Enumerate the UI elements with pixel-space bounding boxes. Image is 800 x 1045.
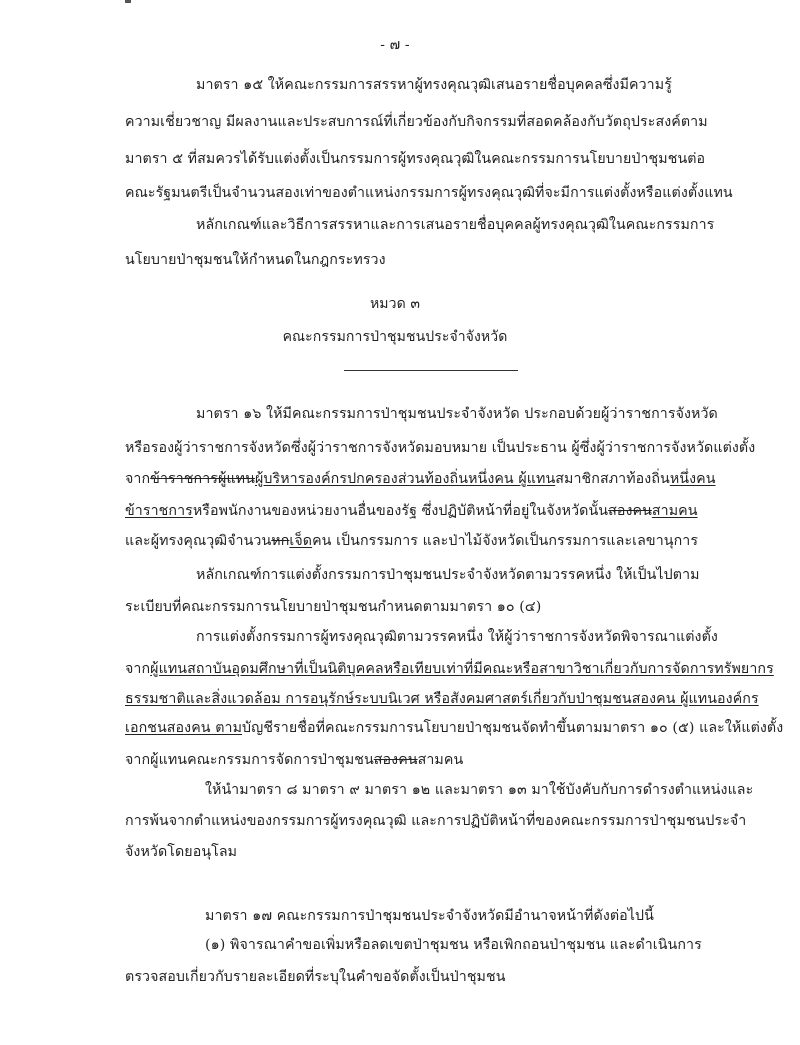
body-text: จาก: [125, 661, 151, 677]
section16-line-12: [125, 751, 463, 769]
deleted-text: หก: [271, 533, 290, 549]
amended-text: จาก: [125, 471, 151, 487]
section16-line-10: ธรรมชาติและสิ่งแวดล้อม การอนุรักษ์ระบบนิเวศ หรือสังคมศาสตร์เกี่ยวกับป่าชุมชนสองคน ผู้แทนองค์กร: [125, 691, 759, 707]
amended-text: หนึ่งคน: [669, 471, 716, 487]
body-text: สมาชิกสภาท้องถิ่น: [555, 471, 670, 487]
section16-line-4: [125, 502, 698, 520]
deleted-text: ข้าราชการผู้แทน: [150, 471, 255, 487]
section16-line-8: การแต่งตั้งกรรมการผู้ทรงคุณวุฒิตามวรรคหนึ่ง ให้ผู้ว่าราชการจังหวัดพิจารณาแต่งตั้ง: [196, 629, 718, 645]
amended-text: เอกชนสองคน ตาม: [125, 720, 243, 736]
section15-line-1: มาตรา ๑๕ ให้คณะกรรมการสรรหาผู้ทรงคุณวุฒิเสนอรายชื่อบุคคลซึ่งมีความรู้: [196, 77, 672, 93]
section15-line-2: ความเชี่ยวชาญ มีผลงานและประสบการณ์ที่เกี่ยวข้องกับกิจกรรมที่สอดคล้องกับวัตถุประสงค์ตาม: [125, 114, 708, 130]
section16-line-11: [125, 719, 783, 737]
deleted-text: สองคน: [373, 752, 418, 768]
page-number: - ๗ -: [380, 37, 410, 53]
section16-line-2: หรือรองผู้ว่าราชการจังหวัดซึ่งผู้ว่าราชการจังหวัดมอบหมาย เป็นประธาน ผู้ซึ่งผู้ว่าราชการจังหวัดแต่งตั้ง: [125, 440, 756, 456]
body-text: หรือพนักงานของหน่วยงานอื่นของรัฐ ซึ่งปฏิบัติหน้าที่อยู่ในจังหวัดนั้น: [192, 503, 609, 519]
amended-text: ผู้บริหารองค์กรปกครองส่วนท้องถิ่น: [254, 471, 469, 487]
section16-line-1: มาตรา ๑๖ ให้มีคณะกรรมการป่าชุมชนประจำจังหวัด ประกอบด้วยผู้ว่าราชการจังหวัด: [196, 406, 718, 422]
body-text: และผู้ทรงคุณวุฒิจำนวน: [125, 533, 272, 549]
chapter-title: คณะกรรมการป่าชุมชนประจำจังหวัด: [282, 329, 508, 345]
body-text: บัญชีรายชื่อที่คณะกรรมการนโยบายป่าชุมชนจัดทำขึ้นตามมาตรา ๑๐ (๕) และให้แต่งตั้ง: [242, 720, 784, 736]
amended-text: ข้าราชการ: [125, 503, 193, 519]
section16-line-15: จังหวัดโดยอนุโลม: [125, 844, 238, 860]
body-text: คน เป็นกรรมการ และป่าไม้จังหวัดเป็นกรรมการและเลขานุการ: [312, 533, 699, 549]
section16-line-7: ระเบียบที่คณะกรรมการนโยบายป่าชุมชนกำหนดตามมาตรา ๑๐ (๔): [125, 599, 542, 615]
section16-line-3: [125, 470, 716, 488]
section17-line-1: มาตรา ๑๗ คณะกรรมการป่าชุมชนประจำจังหวัดมีอำนาจหน้าที่ดังต่อไปนี้: [205, 908, 654, 924]
body-text: จากผู้แทนคณะกรรมการจัดการป่าชุมชน: [125, 752, 374, 768]
chapter-number: หมวด ๓: [369, 296, 421, 312]
amended-text: หนึ่งคน ผู้แทน: [468, 471, 556, 487]
chapter-divider: [344, 370, 518, 371]
body-text: สามคน: [417, 752, 464, 768]
section16-line-13: ให้นำมาตรา ๘ มาตรา ๙ มาตรา ๑๒ และมาตรา ๑๓ มาใช้บังคับกับการดำรงตำแหน่งและ: [205, 782, 754, 798]
amended-text: ผู้แทนสถาบันอุดมศึกษาที่เป็นนิติบุคคลหรือเทียบเท่าที่มีคณะหรือสาขาวิชาเกี่ยวกับการจัดการทรัพยากร: [150, 661, 774, 677]
section16-line-5: [125, 532, 698, 550]
section15-line-4: คณะรัฐมนตรีเป็นจำนวนสองเท่าของตำแหน่งกรรมการผู้ทรงคุณวุฒิที่จะมีการแต่งตั้งหรือแต่งตั้งแทน: [125, 185, 733, 201]
section17-line-3: ตรวจสอบเกี่ยวกับรายละเอียดที่ระบุในคำขอจัดตั้งเป็นป่าชุมชน: [125, 969, 506, 985]
section16-line-9: [125, 660, 774, 678]
amended-text: สามคน: [651, 503, 698, 519]
section15-line-5: หลักเกณฑ์และวิธีการสรรหาและการเสนอรายชื่อบุคคลผู้ทรงคุณวุฒิในคณะกรรมการ: [196, 217, 715, 233]
deleted-text: สองคน: [608, 503, 652, 519]
section15-line-3: มาตรา ๕ ที่สมควรได้รับแต่งตั้งเป็นกรรมการผู้ทรงคุณวุฒิในคณะกรรมการนโยบายป่าชุมชนต่อ: [125, 151, 706, 167]
section16-line-6: หลักเกณฑ์การแต่งตั้งกรรมการป่าชุมชนประจำจังหวัดตามวรรคหนึ่ง ให้เป็นไปตาม: [196, 567, 700, 583]
section17-line-2: (๑) พิจารณาคำขอเพิ่มหรือลดเขตป่าชุมชน หรือเพิกถอนป่าชุมชน และดำเนินการ: [205, 937, 702, 953]
scan-speck: [125, 0, 131, 3]
section15-line-6: นโยบายป่าชุมชนให้กำหนดในกฎกระทรวง: [125, 252, 386, 268]
amended-text: เจ็ด: [289, 533, 313, 549]
section16-line-14: การพ้นจากตำแหน่งของกรรมการผู้ทรงคุณวุฒิ และการปฏิบัติหน้าที่ของคณะกรรมการป่าชุมชนประจำ: [125, 813, 747, 829]
